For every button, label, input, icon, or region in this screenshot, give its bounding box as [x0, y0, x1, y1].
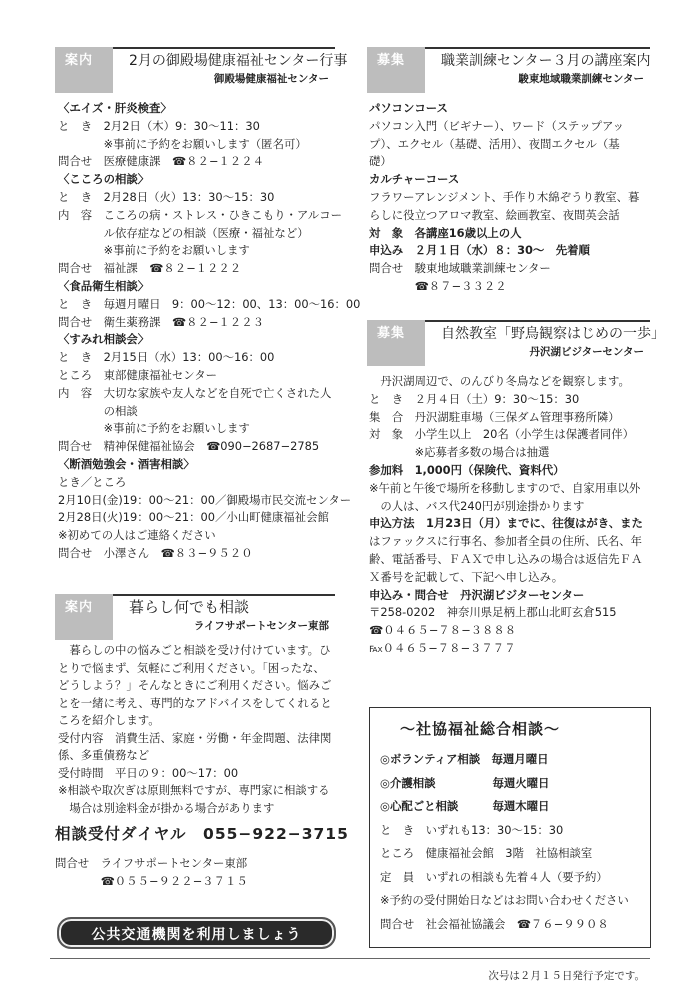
text-line: 問合せ 衛生薬務課 ☎８２−１２２３ [58, 314, 264, 329]
text-line: と き 毎週月曜日 9：00〜12：00、13：00〜16：00 [58, 296, 361, 311]
text-line: 〈エイズ・肝炎検査〉 [58, 101, 172, 115]
section-title: 暮らし何でも相談 [129, 598, 250, 616]
text-line: 問合せ 駿東地域職業訓練センター [369, 261, 551, 276]
text-line: はファックスに行事名、参加者全員の住所、氏名、年 [369, 534, 643, 549]
text-line: ☎８７−３３２２ [369, 279, 507, 293]
text-line: らしに役立つアロマ教室、絵画教室、夜間英会話 [369, 207, 620, 222]
header-rule [425, 47, 650, 49]
category-tag: 案内 [55, 594, 113, 640]
text-line: ※事前に予約をお願いします [58, 243, 250, 258]
section-header-life-consult [55, 594, 335, 640]
section-header-nature [367, 320, 665, 366]
text-line: ル依存症などの相談（医療・福祉など） [58, 225, 309, 240]
text-line: と き 2月15日（水）13：00〜16：00 [58, 350, 275, 365]
text-line: どうしよう？」そんなときにご利用ください。悩みご [58, 678, 332, 692]
text-line: ◎心配ごと相談 毎週木曜日 [380, 799, 550, 813]
text-line: 対 象 各講座16歳以上の人 [369, 225, 522, 240]
text-line: 集 合 丹沢湖駐車場（三保ダム管理事務所隣） [369, 409, 620, 424]
text-line: ◎ボランティア相談 毎週月曜日 [380, 752, 549, 766]
contact-phone: ☎０５５−９２２−３７１５ [55, 874, 248, 888]
text-line: 〈すみれ相談会〉 [58, 332, 150, 347]
text-line: 齢、電話番号、ＦＡＸで申し込みの場合は返信先ＦＡ [369, 552, 643, 566]
text-line: 定 員 いずれの相談も先着４人（要予約） [380, 869, 608, 884]
section-org: 駿東地域職業訓練センター [518, 73, 644, 85]
text-line: 受付時間 平日の９：00〜17：00 [58, 765, 239, 780]
text-line: ※事前に予約をお願いします [58, 421, 250, 436]
text-line: 場合は別途料金が掛かる場合があります [58, 800, 275, 815]
text-line: ◎介護相談 毎週火曜日 [380, 775, 550, 790]
text-line: ※応募者多数の場合は抽選 [369, 445, 550, 460]
text-line: 問合せ 小澤さん ☎８３−９５２０ [58, 546, 253, 560]
text-line: 申込み・問合せ 丹沢湖ビジターセンター [369, 587, 585, 602]
text-line: 申込み ２月１日（水）８：30〜 先着順 [369, 243, 590, 258]
text-line: と き いずれも13：30〜15：30 [380, 822, 564, 837]
section-org: 丹沢湖ビジターセンター [529, 346, 644, 358]
text-line: 〈断酒勉強会・酒害相談〉 [58, 457, 195, 471]
text-line: 参加料 1,000円（保険代、資料代） [369, 463, 565, 477]
text-line: 〒258-0202 神奈川県足柄上郡山北町玄倉515 [369, 605, 617, 620]
text-line: フラワーアレンジメント、手作り木綿ぞうり教室、暮 [369, 190, 640, 204]
text-line: 内 容 大切な家族や友人などを自死で亡くされた人 [58, 385, 332, 400]
text-line: 礎） [369, 154, 392, 169]
text-line: 問合せ 社会福祉協議会 ☎７６−９９０８ [380, 916, 609, 931]
text-line: カルチャーコース [369, 172, 460, 187]
text-line: Ｘ番号を記載して、下記へ申し込み。 [369, 569, 564, 584]
text-line: 内 容 こころの病・ストレス・ひきこもり・アルコー [58, 207, 342, 222]
text-line: ℻０４６５−７８−３７７７ [369, 641, 516, 655]
text-line: 問合せ 福祉課 ☎８２−１２２２ [58, 261, 242, 276]
text-line: ころを紹介します。 [58, 713, 160, 727]
text-line: ☎０４６５−７８−３８８８ [369, 623, 517, 638]
text-line: と き ２月４日（土）9：30〜15：30 [369, 391, 580, 406]
text-line: 丹沢湖周辺で、のんびり冬鳥などを観察します。 [369, 374, 630, 388]
text-line: ※予約の受付開始日などはお問い合わせください [380, 893, 629, 907]
next-issue-note: 次号は２月１５日発行予定です。 [488, 970, 645, 982]
header-rule [113, 47, 335, 49]
section-org: ライフサポートセンター東部 [193, 620, 329, 632]
text-line: 2月28日(火)19：00〜21：00／小山町健康福祉会館 [58, 510, 329, 525]
section-title: 2月の御殿場健康福祉センター行事 [129, 53, 348, 69]
text-line: ところ 東部健康福祉センター [58, 368, 218, 382]
text-line: 〈食品衛生相談〉 [58, 279, 150, 293]
text-line: ※事前に予約をお願いします（匿名可） [58, 136, 307, 151]
text-line: 申込方法 1月23日（月）までに、往復はがき、また [369, 516, 643, 531]
text-line: 係、多重債務など [58, 748, 150, 762]
text-line: とりで悩まず、気軽にご利用ください。「困ったな、 [58, 660, 325, 675]
contact-line: 問合せ ライフサポートセンター東部 [55, 856, 248, 870]
text-line: の人は、バス代240円が別途掛かります [369, 498, 585, 513]
header-rule [425, 320, 650, 322]
text-line: パソコン入門（ビギナー）、ワード（ステップアッ [369, 118, 625, 133]
text-line: とき／ところ [58, 474, 127, 489]
public-transport-banner: 公共交通機関を利用しましょう [57, 917, 336, 949]
category-tag: 案内 [55, 47, 113, 93]
consult-dial: 相談受付ダイヤル 055−922−3715 [55, 825, 349, 843]
category-tag: 募集 [367, 47, 425, 93]
section-org: 御殿場健康福祉センター [213, 73, 329, 85]
text-line: 〈こころの相談〉 [58, 172, 150, 187]
footer-rule [50, 958, 650, 959]
text-line: ※午前と午後で場所を移動しますので、自家用車以外 [369, 480, 641, 495]
text-line: 対 象 小学生以上 20名（小学生は保護者同伴） [369, 427, 635, 442]
text-line: と き 2月2日（木）9：30〜11：30 [58, 118, 260, 133]
text-line: 問合せ 精神保健福祉協会 ☎090−2687−2785 [58, 439, 320, 454]
text-line: ※初めての人はご連絡ください [58, 528, 216, 543]
text-line: ところ 健康福祉会館 3階 社協相談室 [380, 846, 593, 860]
text-line: 2月10日(金)19：00〜21：00／御殿場市民交流センター [58, 492, 352, 507]
text-line: 暮らしの中の悩みごと相談を受け付けています。ひ [58, 643, 331, 657]
text-line: 受付内容 消費生活、家庭・労働・年金問題、法律関 [58, 730, 332, 745]
category-tag: 募集 [367, 320, 425, 366]
text-line: プ）、エクセル（基礎、活用）、夜間エクセル（基 [369, 136, 620, 151]
text-line: と き 2月28日（火）13：30〜15：30 [58, 190, 275, 204]
text-line: 問合せ 医療健康課 ☎８２−１２２４ [58, 154, 264, 169]
section-header-health-events [55, 47, 348, 93]
text-line: パソコンコース [369, 101, 448, 115]
section-header-vocational [367, 47, 650, 93]
section-title: 自然教室「野鳥観察はじめの一歩」 [441, 326, 665, 342]
text-line: とを一緒に考え、専門的なアドバイスをしてくれると [58, 695, 332, 710]
text-line: ※相談や取次ぎは原則無料ですが、専門家に相談する [58, 783, 330, 797]
welfare-box-title: 〜社協福祉総合相談〜 [400, 720, 561, 738]
text-line: の相談 [58, 403, 138, 418]
section-title: 職業訓練センター３月の講座案内 [441, 53, 651, 69]
